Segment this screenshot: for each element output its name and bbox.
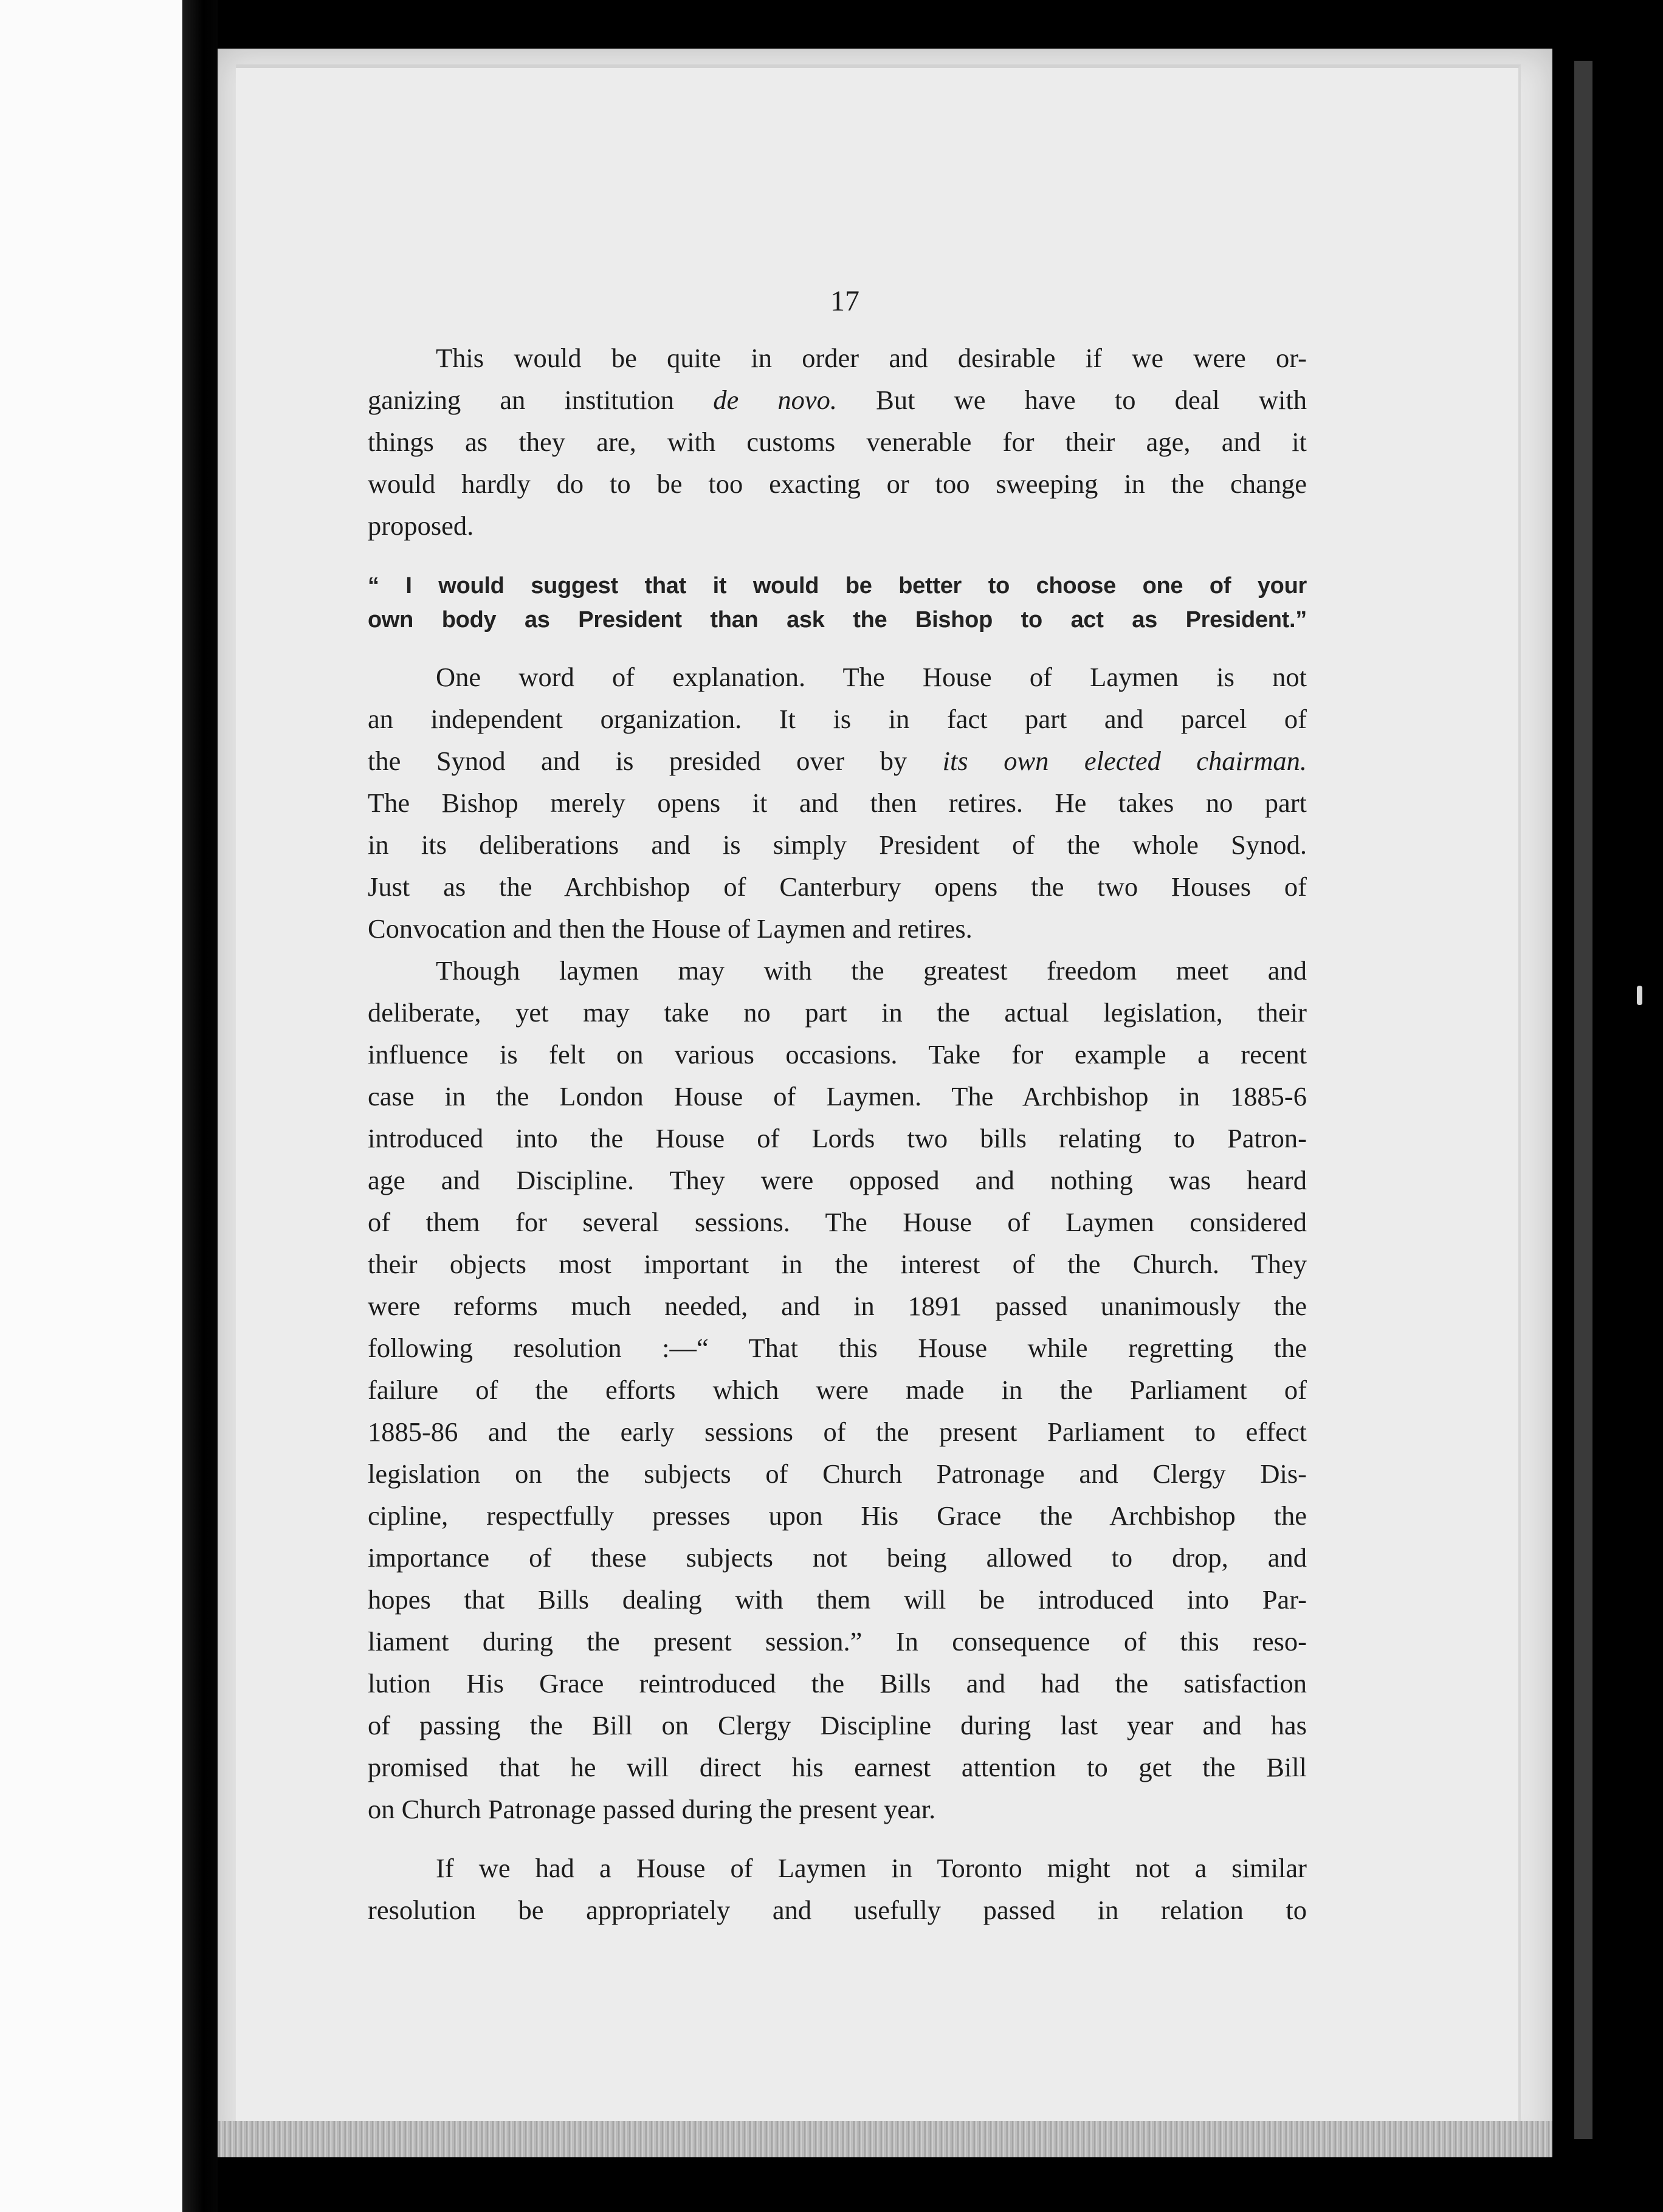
text-line: One word of explanation. The House of Laymen is not	[436, 662, 1307, 692]
text-line: of them for several sessions. The House of Laymen considered	[368, 1207, 1307, 1237]
text-span: ganizing an institution	[368, 385, 714, 415]
text-line: of passing the Bill on Clergy Discipline during last year and has	[368, 1710, 1307, 1740]
text-line: were reforms much needed, and in 1891 passed unanimously the	[368, 1291, 1307, 1321]
text-line: in its deliberations and is simply President of the whole Synod.	[368, 829, 1307, 860]
text-line: Though laymen may with the greatest freedom meet and	[436, 955, 1307, 986]
text-line: 1885-86 and the early sessions of the present Parliament to effect	[368, 1417, 1307, 1447]
text-line: age and Discipline. They were opposed and nothing was heard	[368, 1165, 1307, 1195]
italic-phrase: de novo.	[713, 385, 838, 415]
block-quote	[368, 569, 1307, 637]
text-line: things as they are, with customs venerable for their age, and it	[368, 427, 1307, 457]
text-line: cipline, respectfully presses upon His Grace the Archbishop the	[368, 1500, 1307, 1531]
scan-speck	[1637, 986, 1642, 1005]
text-line: following resolution :—“ That this House while regretting the	[368, 1333, 1307, 1363]
text-line: influence is felt on various occasions. Take for example a recent	[368, 1039, 1307, 1070]
text-line: This would be quite in order and desirable if we were or-	[436, 343, 1307, 373]
text-line: promised that he will direct his earnest attention to get the Bill	[368, 1752, 1307, 1782]
text-line: failure of the efforts which were made in the Parliament of	[368, 1375, 1307, 1405]
text-line: deliberate, yet may take no part in the actual legislation, their	[368, 997, 1307, 1028]
adjacent-page-leaf	[0, 0, 182, 2212]
text-line	[368, 740, 1307, 782]
page-number: 17	[830, 285, 859, 317]
text-line: Just as the Archbishop of Canterbury opens the two Houses of	[368, 871, 1307, 902]
text-line: proposed.	[368, 510, 474, 541]
text-line: legislation on the subjects of Church Patronage and Clergy Dis-	[368, 1458, 1307, 1489]
paragraph-3	[368, 950, 1307, 1830]
italic-phrase: its own elected chairman.	[942, 746, 1307, 776]
text-line: Convocation and then the House of Laymen and retires.	[368, 913, 973, 944]
page-edge-strip	[218, 2121, 1552, 2157]
text-span: But we have to deal with	[837, 385, 1307, 415]
right-page-edge	[1574, 61, 1592, 2139]
text-line: an independent organization. It is in fact part and parcel of	[368, 704, 1307, 734]
text-line: resolution be appropriately and usefully passed in relation to	[368, 1895, 1307, 1925]
book-gutter	[182, 0, 218, 2212]
text-span: the Synod and is presided over by	[368, 746, 943, 776]
paragraph-1	[368, 337, 1307, 547]
text-line: hopes that Bills dealing with them will be introduced into Par-	[368, 1584, 1307, 1615]
text-line: case in the London House of Laymen. The Archbishop in 1885-6	[368, 1081, 1307, 1111]
text-line: on Church Patronage passed during the present year.	[368, 1794, 936, 1824]
paragraph-2	[368, 656, 1307, 950]
body-text	[368, 273, 1307, 1931]
quote-line: “ I would suggest that it would be better to choose one of your	[368, 573, 1307, 599]
paragraph-4	[368, 1847, 1307, 1931]
text-line: their objects most important in the interest of the Church. They	[368, 1249, 1307, 1279]
text-line: The Bishop merely opens it and then retires. He takes no part	[368, 788, 1307, 818]
text-line: liament during the present session.” In consequence of this reso-	[368, 1626, 1307, 1657]
text-line: importance of these subjects not being allowed to drop, and	[368, 1542, 1307, 1573]
text-line: introduced into the House of Lords two bills relating to Patron-	[368, 1123, 1307, 1153]
text-line: would hardly do to be too exacting or too sweeping in the change	[368, 469, 1307, 499]
quote-line: own body as President than ask the Bishop to act as President.”	[368, 607, 1307, 633]
text-line: lution His Grace reintroduced the Bills and had the satisfaction	[368, 1668, 1307, 1698]
text-line	[368, 379, 1307, 421]
text-line: If we had a House of Laymen in Toronto might not a similar	[436, 1853, 1307, 1883]
